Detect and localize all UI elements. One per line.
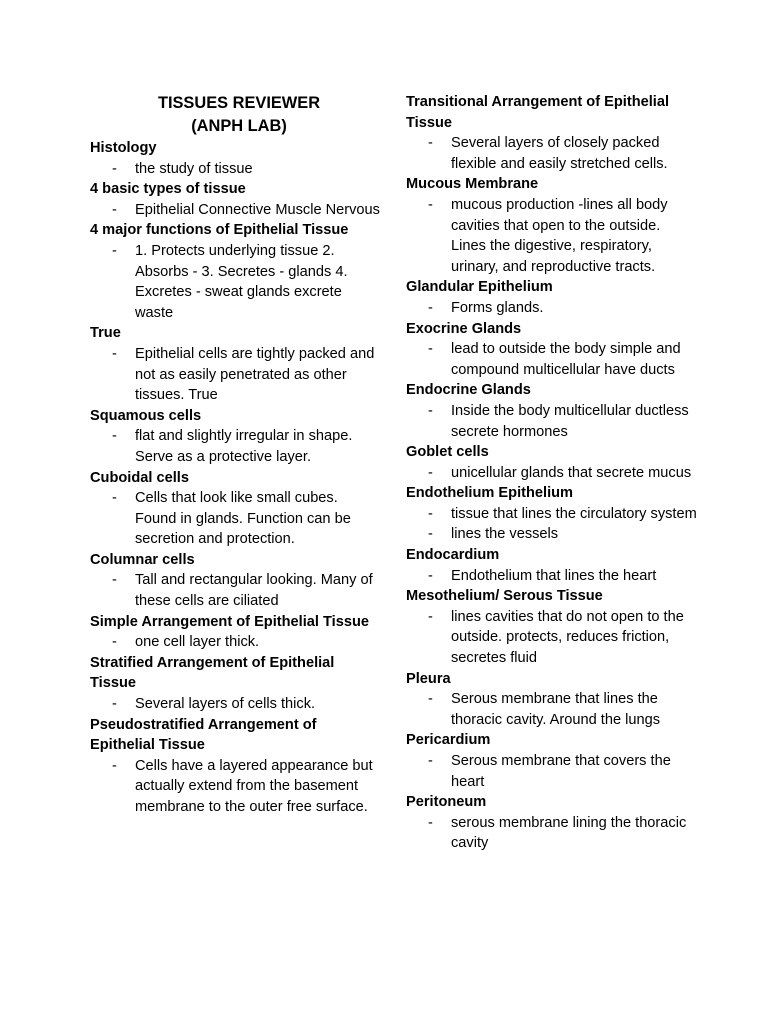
definition-text: Serous membrane that covers the heart	[451, 753, 671, 790]
definition-text: Several layers of closely packed flexible and easily stretched cells.	[451, 135, 668, 172]
document-title	[90, 92, 380, 138]
entry-term: Pericardium	[406, 732, 491, 749]
glossary-entry	[90, 468, 380, 550]
glossary-entry	[90, 220, 380, 323]
bullet-dash: -	[428, 196, 433, 213]
title-line-1: TISSUES REVIEWER	[157, 94, 321, 112]
bullet-dash: -	[428, 299, 433, 316]
definition-text: Cells that look like small cubes. Found in glands. Function can be secretion and protection.	[135, 490, 351, 548]
bullet-dash: -	[428, 753, 433, 769]
entry-term: Mucous Membrane	[406, 176, 539, 193]
entry-definition	[406, 195, 698, 277]
glossary-entry	[406, 586, 698, 668]
entry-definition	[406, 813, 698, 854]
definition-text: Several layers of cells thick.	[135, 696, 316, 713]
definition-text: Serous membrane that lines the thoracic cavity. Around the lungs	[451, 691, 661, 728]
definition-text: serous membrane lining the thoracic cavity	[451, 814, 687, 852]
definition-text: Forms glands.	[451, 299, 544, 316]
definition-text: Tall and rectangular looking. Many of these cells are ciliated	[135, 572, 373, 610]
entry-definition	[90, 426, 380, 467]
definition-text: one cell layer thick.	[135, 634, 260, 651]
bullet-dash: -	[428, 567, 433, 584]
entry-term: Simple Arrangement of Epithelial Tissue	[90, 613, 369, 630]
entry-term: Goblet cells	[406, 444, 489, 461]
glossary-entry	[406, 174, 698, 277]
definition-text: mucous production -lines all body cavities that open to the outside. Lines the digestive, respiratory, urinary, and reproductive tracts.	[451, 196, 668, 275]
entry-term: Columnar cells	[90, 551, 195, 568]
entry-definition	[406, 401, 698, 442]
definition-text: Inside the body multicellular ductless secrete hormones	[451, 402, 689, 440]
entry-definition	[90, 488, 380, 550]
entry-definition	[90, 241, 380, 323]
entry-definition	[406, 607, 698, 669]
definition-text: 1. Protects underlying tissue 2. Absorbs - 3. Secretes - glands 4. Excretes - sweat glands excrete waste	[135, 242, 348, 321]
glossary-entry	[90, 406, 380, 468]
title-line-2: (ANPH LAB)	[191, 117, 287, 135]
glossary-entry	[406, 669, 698, 731]
entry-term: Endothelium Epithelium	[406, 485, 574, 502]
glossary-entry	[406, 442, 698, 483]
entry-definition	[406, 751, 698, 792]
bullet-dash: -	[428, 402, 433, 419]
bullet-dash: -	[112, 345, 117, 362]
bullet-dash: -	[112, 634, 117, 651]
definition-text: Epithelial Connective Muscle Nervous	[135, 201, 380, 218]
entry-term: 4 major functions of Epithelial Tissue	[90, 222, 349, 239]
entry-definition	[90, 632, 380, 653]
glossary-entry	[406, 92, 698, 174]
left-column	[90, 92, 380, 818]
bullet-dash: -	[428, 608, 433, 625]
glossary-entry	[406, 483, 698, 545]
entry-term: Endocrine Glands	[406, 382, 531, 399]
glossary-entry	[90, 715, 380, 818]
entry-term: Stratified Arrangement of Epithelial Tissue	[90, 654, 335, 692]
entry-definition	[90, 200, 380, 221]
definition-text: the study of tissue	[135, 160, 253, 177]
entry-term: Squamous cells	[90, 407, 202, 424]
definition-text: tissue that lines the circulatory system	[451, 505, 697, 522]
entry-term: Cuboidal cells	[90, 469, 189, 486]
definition-text: flat and slightly irregular in shape. Serve as a protective layer.	[135, 428, 353, 465]
entry-definition	[406, 566, 698, 587]
entry-term: Pseudostratified Arrangement of Epithelial Tissue	[90, 716, 317, 754]
entry-definition	[406, 133, 698, 174]
glossary-entry	[90, 550, 380, 612]
entry-definition	[90, 159, 380, 180]
glossary-entry	[90, 138, 380, 179]
entry-term: Histology	[90, 140, 157, 156]
entry-term: Glandular Epithelium	[406, 279, 553, 296]
bullet-dash: -	[428, 505, 433, 522]
definition-text: Epithelial cells are tightly packed and not as easily penetrated as other tissues. True	[135, 345, 375, 404]
entry-term: True	[90, 325, 121, 342]
definition-text: lines the vessels	[451, 526, 559, 543]
bullet-dash: -	[112, 757, 117, 774]
bullet-dash: -	[112, 428, 117, 445]
entry-definition	[406, 339, 698, 380]
glossary-entry	[406, 277, 698, 318]
definition-text: lines cavities that do not open to the outside. protects, reduces friction, secretes fluid	[451, 608, 684, 667]
glossary-entry	[406, 380, 698, 442]
bullet-dash: -	[428, 691, 433, 708]
entry-term: Pleura	[406, 670, 451, 687]
entry-definition	[406, 504, 698, 525]
entry-definition	[90, 570, 380, 611]
glossary-entry	[90, 179, 380, 220]
entry-definition	[406, 689, 698, 730]
bullet-dash: -	[428, 341, 433, 358]
entry-term: 4 basic types of tissue	[90, 181, 246, 198]
entry-term: Mesothelium/ Serous Tissue	[406, 588, 603, 605]
glossary-entry	[90, 323, 380, 405]
entry-definition	[90, 694, 380, 715]
entry-definition	[406, 463, 698, 484]
bullet-dash: -	[428, 814, 433, 831]
bullet-dash: -	[112, 160, 117, 177]
bullet-dash: -	[428, 135, 433, 152]
definition-text: Endothelium that lines the heart	[451, 567, 657, 584]
glossary-entry	[406, 792, 698, 854]
definition-text: Cells have a layered appearance but actually extend from the basement membrane to the outer free surface.	[135, 757, 373, 815]
bullet-dash: -	[428, 464, 433, 481]
entry-term: Endocardium	[406, 547, 500, 564]
right-column	[406, 92, 698, 854]
glossary-entry	[406, 545, 698, 586]
bullet-dash: -	[428, 526, 433, 543]
entry-term: Exocrine Glands	[406, 320, 522, 337]
bullet-dash: -	[112, 242, 117, 259]
bullet-dash: -	[112, 201, 117, 218]
definition-text: unicellular glands that secrete mucus	[451, 464, 692, 481]
entry-definition	[90, 344, 380, 406]
bullet-dash: -	[112, 572, 117, 589]
bullet-dash: -	[112, 490, 117, 507]
glossary-entry	[406, 319, 698, 381]
entry-definition	[406, 524, 698, 545]
entry-term: Peritoneum	[406, 794, 487, 811]
entry-term: Transitional Arrangement of Epithelial Tissue	[406, 94, 670, 131]
bullet-dash: -	[112, 696, 117, 713]
definition-text: lead to outside the body simple and compound multicellular have ducts	[451, 341, 681, 378]
entry-definition	[406, 298, 698, 319]
left-entries	[90, 138, 380, 818]
glossary-entry	[90, 612, 380, 653]
right-entries	[406, 92, 698, 854]
entry-definition	[90, 756, 380, 818]
glossary-entry	[406, 730, 698, 792]
glossary-entry	[90, 653, 380, 715]
